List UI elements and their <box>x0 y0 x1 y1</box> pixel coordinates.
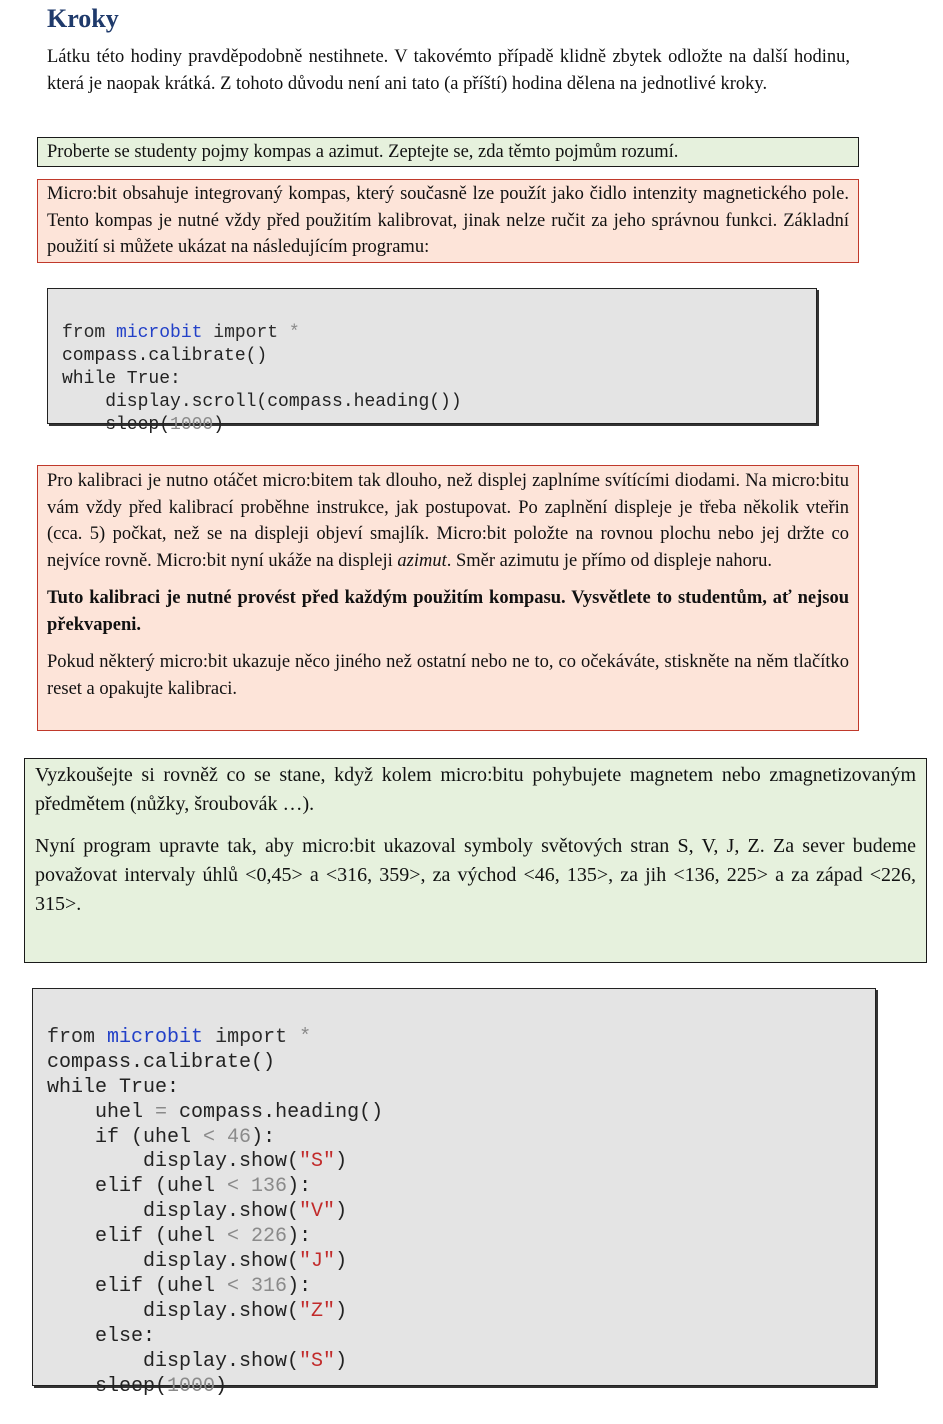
code2-line-3: while True: <box>47 1075 180 1099</box>
code-block-2 <box>32 988 876 1398</box>
red-note-2 <box>37 465 859 731</box>
code1-line-2: compass.calibrate() <box>62 346 268 366</box>
red-note-2-paragraph-1: Pro kalibraci je nutno otáčet micro:bitem tak dlouho, než displej zaplníme svítícími diodami. Na micro:bitu vám vždy před kalibrací proběhne instrukce, jak postupovat. Po zaplnění displeje je třeba několik vteřin (cca. 5) počkat, než se na displeji objeví smajlík. Micro:bit položte na rovnou plochu nebo jej držte co nejvíce rovně. Micro:bit nyní ukáže na displeji azimut. Směr azimutu je přímo od displeje nahoru. <box>47 471 849 571</box>
code2-line-9: elif (uhel < 226): <box>47 1225 312 1249</box>
code1-line-3: while True: <box>62 369 181 389</box>
code2-line-7: elif (uhel < 136): <box>47 1175 312 1199</box>
green-note-2 <box>24 758 927 963</box>
code2-line-12: display.show("Z") <box>47 1299 348 1323</box>
green-note-1-text: Proberte se studenty pojmy kompas a azimut. Zeptejte se, zda těmto pojmům rozumí. <box>47 142 679 162</box>
green-note-1 <box>37 137 859 167</box>
green-note-2-paragraph-2: Nyní program upravte tak, aby micro:bit ukazoval symboly světových stran S, V, J, Z. Za sever budeme považovat intervaly úhlů <0,45> a <316, 359>, za východ <46, 135>, za jih <136, 225> a za západ <226, 315>. <box>35 835 916 915</box>
red-note-2-paragraph-3: Pokud některý micro:bit ukazuje něco jiného než ostatní nebo ne to, co očekáváte, stiskněte na něm tlačítko reset a opakujte kalibraci. <box>47 652 849 699</box>
red-note-1-text: Micro:bit obsahuje integrovaný kompas, který současně lze použít jako čidlo intenzity magnetického pole. Tento kompas je nutné vždy před použitím kalibrovat, jinak nelze ručit za jeho správnou funkci. Základní použití si můžete ukázat na následujícím programu: <box>47 184 849 257</box>
red-note-1 <box>37 179 859 263</box>
code2-line-14: display.show("S") <box>47 1349 348 1373</box>
code2-line-2: compass.calibrate() <box>47 1050 276 1074</box>
red-note-2-paragraph-2: Tuto kalibraci je nutné provést před každým použitím kompasu. Vysvětlete to studentům, ať nejsou překvapeni. <box>47 588 849 635</box>
intro-paragraph: Látku této hodiny pravděpodobně nestihnete. V takovémto případě klidně zbytek odložte na další hodinu, která je naopak krátká. Z tohoto důvodu není ani tato (a příští) hodina dělena na jednotlivé kroky. <box>47 47 850 94</box>
code2-line-11: elif (uhel < 316): <box>47 1274 312 1298</box>
code2-line-10: display.show("J") <box>47 1250 348 1274</box>
code2-line-5: if (uhel < 46): <box>47 1125 276 1149</box>
code2-line-1: from microbit import * <box>47 1025 312 1049</box>
code2-line-4: uhel = compass.heading() <box>47 1100 384 1124</box>
section-heading: Kroky <box>47 4 119 33</box>
code2-line-8: display.show("V") <box>47 1200 348 1224</box>
code1-line-4: display.scroll(compass.heading()) <box>62 392 462 412</box>
code1-line-5: sleep(1000) <box>62 415 225 435</box>
code1-line-1: from microbit import * <box>62 323 300 343</box>
green-note-2-paragraph-1: Vyzkoušejte si rovněž co se stane, když kolem micro:bitu pohybujete magnetem nebo zmagnetizovaným předmětem (nůžky, šroubovák …). <box>35 764 916 815</box>
code2-line-15: sleep(1000) <box>47 1374 228 1398</box>
code2-line-6: display.show("S") <box>47 1150 348 1174</box>
code2-line-13: else: <box>47 1324 156 1348</box>
code-block-1 <box>47 288 817 435</box>
azimut-emphasis: azimut <box>397 550 447 571</box>
